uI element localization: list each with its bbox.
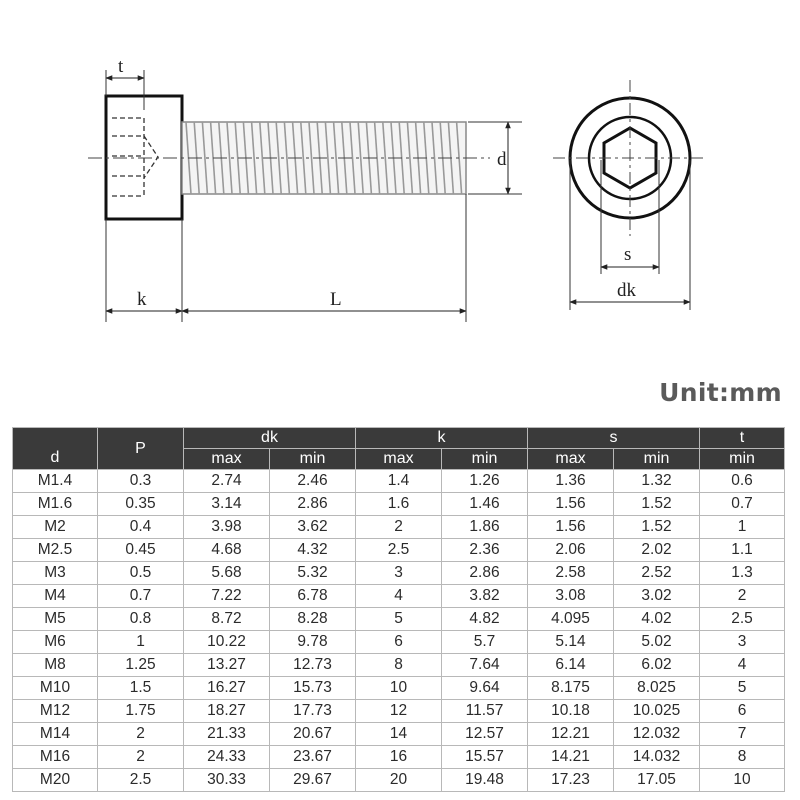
cell-dk-min: 3.62	[270, 516, 356, 539]
cell-t-min: 2.5	[700, 608, 785, 631]
cell-k-min: 1.86	[442, 516, 528, 539]
cell-dk-min: 6.78	[270, 585, 356, 608]
table-row	[13, 677, 785, 700]
cell-s-min: 6.02	[614, 654, 700, 677]
cell-k-min: 11.57	[442, 700, 528, 723]
cell-k-min: 5.7	[442, 631, 528, 654]
t-label: t	[118, 56, 124, 77]
cell-k-min: 1.46	[442, 493, 528, 516]
end-view	[553, 80, 707, 310]
cell-k-min: 9.64	[442, 677, 528, 700]
cell-s-min: 8.025	[614, 677, 700, 700]
cell-dk-max: 2.74	[184, 470, 270, 493]
cell-s-max: 6.14	[528, 654, 614, 677]
cell-t-min: 1	[700, 516, 785, 539]
cell-s-max: 4.095	[528, 608, 614, 631]
cell-k-max: 14	[356, 723, 442, 746]
cell-s-max: 2.58	[528, 562, 614, 585]
cell-p: 1.25	[98, 654, 184, 677]
cell-k-min: 12.57	[442, 723, 528, 746]
header-dk-min: min	[270, 449, 356, 470]
cell-t-min: 7	[700, 723, 785, 746]
cell-k-max: 6	[356, 631, 442, 654]
cell-k-max: 4	[356, 585, 442, 608]
cell-dk-min: 20.67	[270, 723, 356, 746]
cell-t-min: 5	[700, 677, 785, 700]
cell-k-min: 2.86	[442, 562, 528, 585]
cell-p: 0.4	[98, 516, 184, 539]
cell-d: M3	[13, 562, 98, 585]
cell-s-min: 1.52	[614, 516, 700, 539]
cell-s-min: 10.025	[614, 700, 700, 723]
cell-k-max: 5	[356, 608, 442, 631]
cell-d: M8	[13, 654, 98, 677]
cell-t-min: 0.6	[700, 470, 785, 493]
cell-dk-min: 15.73	[270, 677, 356, 700]
cell-s-max: 14.21	[528, 746, 614, 769]
header-p: P	[98, 428, 184, 470]
cell-t-min: 0.7	[700, 493, 785, 516]
header-dk: dk	[184, 428, 356, 449]
cell-s-max: 10.18	[528, 700, 614, 723]
cell-p: 2	[98, 723, 184, 746]
cell-dk-min: 4.32	[270, 539, 356, 562]
table-row	[13, 746, 785, 769]
cell-dk-min: 12.73	[270, 654, 356, 677]
table-row	[13, 769, 785, 792]
d-label: d	[497, 149, 507, 170]
table-row	[13, 654, 785, 677]
table-row	[13, 631, 785, 654]
cell-k-max: 1.6	[356, 493, 442, 516]
cell-p: 0.8	[98, 608, 184, 631]
cell-p: 0.7	[98, 585, 184, 608]
cell-k-max: 1.4	[356, 470, 442, 493]
cell-d: M10	[13, 677, 98, 700]
cell-k-max: 3	[356, 562, 442, 585]
cell-dk-min: 2.46	[270, 470, 356, 493]
cell-s-min: 2.52	[614, 562, 700, 585]
cell-d: M5	[13, 608, 98, 631]
cell-dk-min: 17.73	[270, 700, 356, 723]
header-s-max: max	[528, 449, 614, 470]
cell-s-min: 12.032	[614, 723, 700, 746]
cell-dk-min: 2.86	[270, 493, 356, 516]
cell-k-max: 16	[356, 746, 442, 769]
cell-s-min: 1.32	[614, 470, 700, 493]
cell-dk-max: 24.33	[184, 746, 270, 769]
table-row	[13, 493, 785, 516]
cell-dk-max: 16.27	[184, 677, 270, 700]
cell-dk-max: 3.98	[184, 516, 270, 539]
cell-s-min: 5.02	[614, 631, 700, 654]
header-dk-max: max	[184, 449, 270, 470]
table-row	[13, 539, 785, 562]
table-row	[13, 608, 785, 631]
cell-k-max: 2	[356, 516, 442, 539]
s-label: s	[624, 244, 632, 265]
cell-s-max: 1.36	[528, 470, 614, 493]
header-t-min: min	[700, 449, 785, 470]
cell-t-min: 4	[700, 654, 785, 677]
cell-dk-max: 10.22	[184, 631, 270, 654]
table-body	[13, 470, 785, 792]
cell-t-min: 6	[700, 700, 785, 723]
cell-dk-min: 23.67	[270, 746, 356, 769]
cell-d: M16	[13, 746, 98, 769]
cell-s-max: 8.175	[528, 677, 614, 700]
cell-t-min: 3	[700, 631, 785, 654]
cell-dk-min: 29.67	[270, 769, 356, 792]
cell-k-min: 1.26	[442, 470, 528, 493]
table-row	[13, 585, 785, 608]
cell-d: M14	[13, 723, 98, 746]
cell-t-min: 1.1	[700, 539, 785, 562]
header-s: s	[528, 428, 700, 449]
cell-t-min: 10	[700, 769, 785, 792]
cell-s-max: 1.56	[528, 516, 614, 539]
cell-p: 0.3	[98, 470, 184, 493]
screw-technical-drawing	[0, 0, 800, 360]
cell-dk-min: 8.28	[270, 608, 356, 631]
side-view	[88, 56, 522, 322]
cell-k-min: 4.82	[442, 608, 528, 631]
cell-dk-max: 13.27	[184, 654, 270, 677]
table-row	[13, 562, 785, 585]
cell-dk-max: 7.22	[184, 585, 270, 608]
header-k-min: min	[442, 449, 528, 470]
cell-k-min: 2.36	[442, 539, 528, 562]
header-s-min: min	[614, 449, 700, 470]
cell-d: M12	[13, 700, 98, 723]
cell-d: M20	[13, 769, 98, 792]
dk-label: dk	[617, 280, 636, 301]
cell-dk-max: 18.27	[184, 700, 270, 723]
cell-s-max: 2.06	[528, 539, 614, 562]
table-row	[13, 700, 785, 723]
cell-d: M2.5	[13, 539, 98, 562]
cell-p: 0.35	[98, 493, 184, 516]
table-row	[13, 470, 785, 493]
cell-k-max: 20	[356, 769, 442, 792]
header-t: t	[700, 428, 785, 449]
cell-dk-max: 30.33	[184, 769, 270, 792]
cell-s-max: 12.21	[528, 723, 614, 746]
L-label: L	[330, 289, 342, 310]
cell-k-min: 19.48	[442, 769, 528, 792]
cell-k-max: 8	[356, 654, 442, 677]
cell-d: M1.4	[13, 470, 98, 493]
cell-t-min: 1.3	[700, 562, 785, 585]
table-row	[13, 516, 785, 539]
cell-s-min: 17.05	[614, 769, 700, 792]
cell-t-min: 8	[700, 746, 785, 769]
cell-s-max: 17.23	[528, 769, 614, 792]
header-k: k	[356, 428, 528, 449]
cell-s-min: 2.02	[614, 539, 700, 562]
cell-p: 1	[98, 631, 184, 654]
cell-k-min: 3.82	[442, 585, 528, 608]
cell-dk-max: 3.14	[184, 493, 270, 516]
k-label: k	[137, 289, 147, 310]
cell-p: 0.5	[98, 562, 184, 585]
cell-s-min: 4.02	[614, 608, 700, 631]
cell-k-max: 12	[356, 700, 442, 723]
cell-dk-max: 4.68	[184, 539, 270, 562]
cell-dk-min: 5.32	[270, 562, 356, 585]
cell-t-min: 2	[700, 585, 785, 608]
header-row-1	[13, 428, 785, 449]
cell-s-min: 3.02	[614, 585, 700, 608]
cell-d: M2	[13, 516, 98, 539]
cell-k-max: 2.5	[356, 539, 442, 562]
cell-k-max: 10	[356, 677, 442, 700]
cell-s-min: 14.032	[614, 746, 700, 769]
screw-spec-table	[12, 427, 785, 792]
cell-s-max: 1.56	[528, 493, 614, 516]
cell-p: 1.5	[98, 677, 184, 700]
cell-p: 0.45	[98, 539, 184, 562]
cell-d: M6	[13, 631, 98, 654]
cell-k-min: 15.57	[442, 746, 528, 769]
unit-label: Unit:mm	[659, 378, 782, 407]
cell-s-max: 3.08	[528, 585, 614, 608]
table-row	[13, 723, 785, 746]
cell-s-max: 5.14	[528, 631, 614, 654]
cell-s-min: 1.52	[614, 493, 700, 516]
cell-dk-max: 5.68	[184, 562, 270, 585]
cell-d: M1.6	[13, 493, 98, 516]
cell-dk-min: 9.78	[270, 631, 356, 654]
cell-dk-max: 21.33	[184, 723, 270, 746]
cell-p: 2	[98, 746, 184, 769]
cell-d: M4	[13, 585, 98, 608]
header-d: d	[13, 428, 98, 470]
cell-k-min: 7.64	[442, 654, 528, 677]
cell-p: 2.5	[98, 769, 184, 792]
cell-dk-max: 8.72	[184, 608, 270, 631]
cell-p: 1.75	[98, 700, 184, 723]
header-k-max: max	[356, 449, 442, 470]
